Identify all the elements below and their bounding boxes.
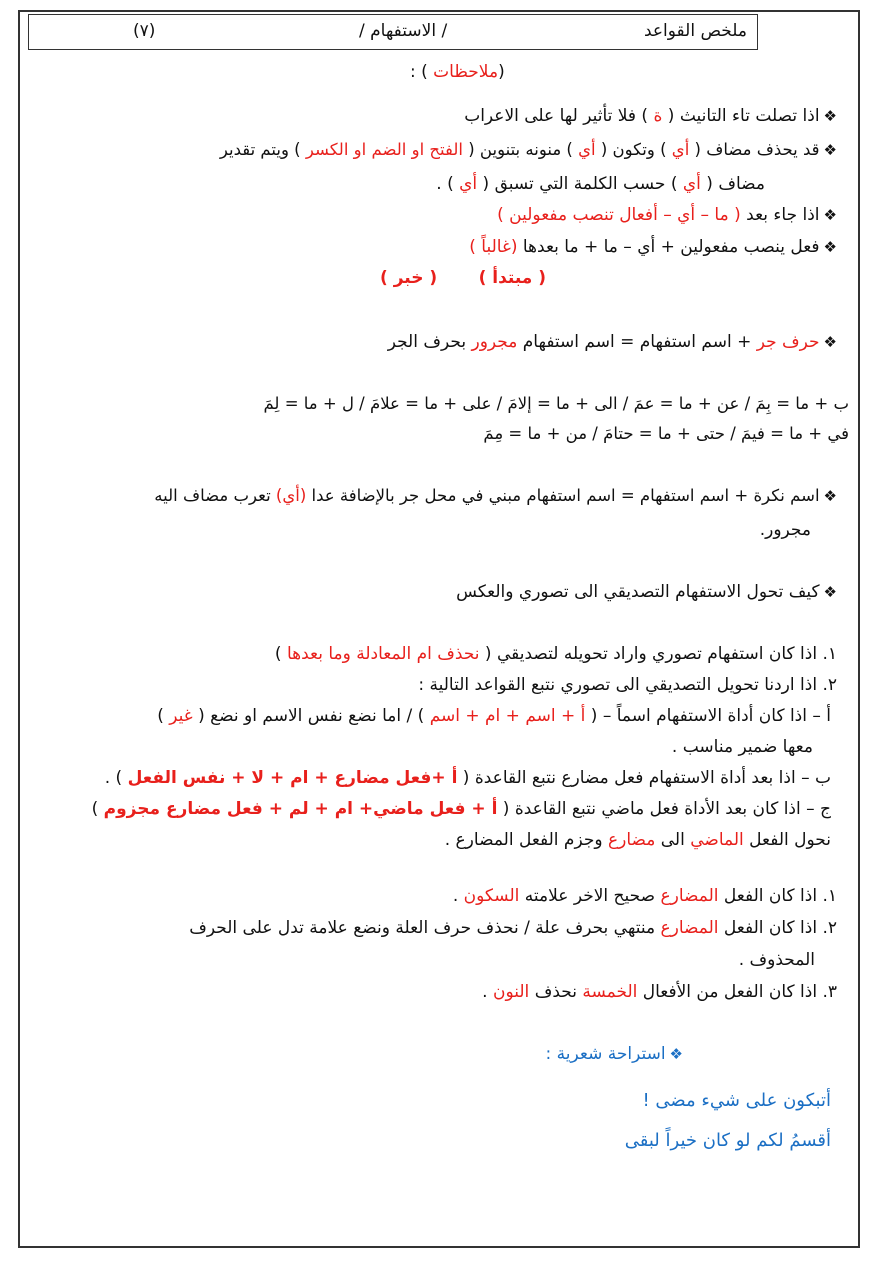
note-2-d: أي: [578, 140, 596, 159]
jazm-item-3-a: ٣. اذا كان الفعل من الأفعال: [637, 982, 837, 1002]
poetry-heading-text: استراحة شعرية :: [545, 1044, 666, 1064]
bullet-icon: ❖: [823, 141, 837, 159]
jar-rule-d: بحرف الجر: [387, 332, 472, 352]
bullet-icon: ❖: [823, 206, 837, 224]
note-1-b: ة: [653, 106, 663, 126]
note-2-f: الفتح او الضم او الكسر: [305, 140, 463, 159]
convert-final-a: نحول الفعل: [743, 830, 831, 850]
jar-rule-c: مجرور: [471, 332, 518, 352]
jar-rule-b: + اسم استفهام = اسم استفهام: [517, 332, 757, 352]
note-2-cont-d: أي: [459, 174, 478, 194]
convert-alif-continuation: معها ضمير مناسب .: [671, 737, 813, 757]
convert-final-c: الى: [655, 830, 691, 850]
note-4: [469, 237, 837, 257]
jazm-item-2-c: منتهي بحرف علة / نحذف حرف العلة ونضع علامة تدل على الحرف: [189, 918, 661, 938]
note-4-labels: [380, 268, 546, 288]
convert-item-2: ٢. اذا اردنا تحويل التصديقي الى تصوري نتبع القواعد التالية :: [418, 675, 837, 695]
note-3-a: اذا جاء بعد: [740, 205, 820, 225]
convert-final-b: الماضي: [690, 830, 744, 850]
convert-alif-b: أ + اسم + ام + اسم: [429, 706, 586, 726]
convert-jim: [92, 799, 831, 819]
note-2-g: ) ويتم تقدير: [219, 140, 306, 159]
jazm-item-2: [189, 918, 837, 938]
poetry-heading: [546, 1044, 683, 1064]
label-khabar: ( خبر ): [380, 268, 438, 288]
bullet-icon: ❖: [669, 1045, 683, 1063]
jazm-item-2-continuation: المحذوف .: [738, 950, 815, 970]
convert-alif: [157, 706, 831, 726]
header-title: ملخص القواعد: [643, 21, 747, 41]
note-4-a: فعل ينصب مفعولين + أي – ما + ما بعدها: [517, 237, 820, 257]
convert-alif-c: ) / اما نضع نفس الاسم او نضع (: [192, 706, 430, 726]
convert-final-e: وجزم الفعل المضارع .: [444, 830, 608, 850]
label-mubtada: ( مبتدأ ): [478, 268, 547, 288]
notes-heading-close: ) :: [410, 62, 428, 82]
convert-ba-b: أ +فعل مضارع + ام + لا + نفس الفعل: [127, 768, 458, 788]
convert-jim-c: ): [91, 799, 104, 819]
nakira-rule: [154, 486, 837, 505]
convert-item-1-c: ): [274, 644, 287, 664]
note-3-b: ( ما – أي – أفعال تنصب مفعولين ): [497, 205, 741, 225]
notes-heading-word: ملاحظات: [433, 62, 499, 82]
convert-jim-a: ج – اذا كان بعد الأداة فعل ماضي نتبع القاعدة (: [497, 799, 831, 819]
note-2-cont-a: مضاف (: [700, 174, 765, 194]
convert-heading: [456, 582, 837, 602]
convert-ba-a: ب – اذا بعد أداة الاستفهام فعل مضارع نتبع القاعدة (: [457, 768, 831, 788]
jazm-item-3-c: نحذف: [529, 982, 583, 1002]
notes-heading: [410, 62, 505, 82]
notes-heading-open: (: [498, 62, 505, 82]
poetry-verse-2: أقسمُ لكم لو كان خيراً لبقى: [624, 1130, 831, 1151]
convert-alif-d: غير: [169, 706, 193, 726]
convert-heading-text: كيف تحول الاستفهام التصديقي الى تصوري والعكس: [456, 582, 820, 602]
header-page-number: (٧): [133, 21, 156, 41]
jazm-item-2-a: ٢. اذا كان الفعل: [718, 918, 837, 938]
note-2-cont-e: ) .: [436, 174, 460, 194]
nakira-rule-continuation: مجرور.: [759, 520, 811, 540]
bullet-icon: ❖: [823, 238, 837, 256]
nakira-rule-b: (أي): [275, 486, 307, 505]
jazm-item-2-b: المضارع: [660, 918, 719, 938]
convert-alif-e: ): [157, 706, 170, 726]
convert-item-1-a: ١. اذا كان استفهام تصوري واراد تحويله لتصديقي (: [479, 644, 837, 664]
jazm-item-1-e: .: [452, 886, 464, 906]
note-2-c: ) وتكون (: [595, 140, 672, 159]
convert-item-1-b: نحذف ام المعادلة وما بعدها: [286, 644, 480, 664]
note-2-cont-b: أي: [682, 174, 701, 194]
jazm-item-3: [482, 982, 837, 1002]
convert-ba: [105, 768, 831, 788]
header-box: [28, 14, 758, 50]
convert-jim-b: أ + فعل ماضي+ ام + لم + فعل مضارع مجزوم: [103, 799, 498, 819]
note-4-b: (غالباً ): [469, 237, 518, 257]
note-2-b: أي: [671, 140, 690, 159]
jar-examples-row-2: في + ما = فيمَ / حتى + ما = حتامَ / من + ما = مِمَ: [483, 424, 849, 443]
note-2-a: قد يحذف مضاف (: [689, 140, 820, 159]
jazm-item-3-b: الخمسة: [582, 982, 638, 1002]
note-2-e: ) منونه بتنوين (: [463, 140, 579, 159]
jar-examples-row-1: ب + ما = بِمَ / عن + ما = عمَ / الى + ما = إلامَ / على + ما = علامَ / ل + ما = لِمَ: [263, 394, 849, 413]
convert-final: [445, 830, 831, 850]
bullet-icon: ❖: [823, 487, 837, 505]
note-1-a: اذا تصلت تاء التانيث (: [662, 106, 820, 126]
poetry-verse-1: أتبكون على شيء مضى !: [642, 1090, 831, 1111]
convert-ba-c: ) .: [104, 768, 128, 788]
note-3: [497, 205, 837, 225]
jar-rule: [388, 332, 837, 352]
convert-item-1: [275, 644, 837, 664]
bullet-icon: ❖: [823, 333, 837, 351]
nakira-rule-c: تعرب مضاف اليه: [154, 486, 276, 505]
jazm-item-1-b: المضارع: [660, 886, 719, 906]
convert-alif-a: أ – اذا كان أداة الاستفهام اسماً – (: [585, 706, 831, 726]
jazm-item-1-c: صحيح الاخر علامته: [519, 886, 661, 906]
note-2-cont-c: ) حسب الكلمة التي تسبق (: [477, 174, 683, 194]
page-frame: [18, 10, 860, 1248]
jazm-item-1-d: السكون: [463, 886, 520, 906]
bullet-icon: ❖: [823, 583, 837, 601]
jazm-item-1: [453, 886, 837, 906]
jazm-item-3-e: .: [482, 982, 493, 1002]
convert-final-d: مضارع: [607, 830, 656, 850]
note-1-c: ) فلا تأثير لها على الاعراب: [464, 106, 654, 126]
note-2: [220, 140, 837, 159]
jar-rule-a: حرف جر: [756, 332, 820, 352]
jazm-item-3-d: النون: [492, 982, 530, 1002]
nakira-rule-a: اسم نكرة + اسم استفهام = اسم استفهام مبني في محل جر بالإضافة عدا: [306, 486, 820, 505]
note-2-continuation: [436, 174, 765, 194]
jazm-item-1-a: ١. اذا كان الفعل: [718, 886, 837, 906]
note-1: [464, 106, 837, 126]
bullet-icon: ❖: [823, 107, 837, 125]
header-topic: / الاستفهام /: [359, 21, 448, 41]
